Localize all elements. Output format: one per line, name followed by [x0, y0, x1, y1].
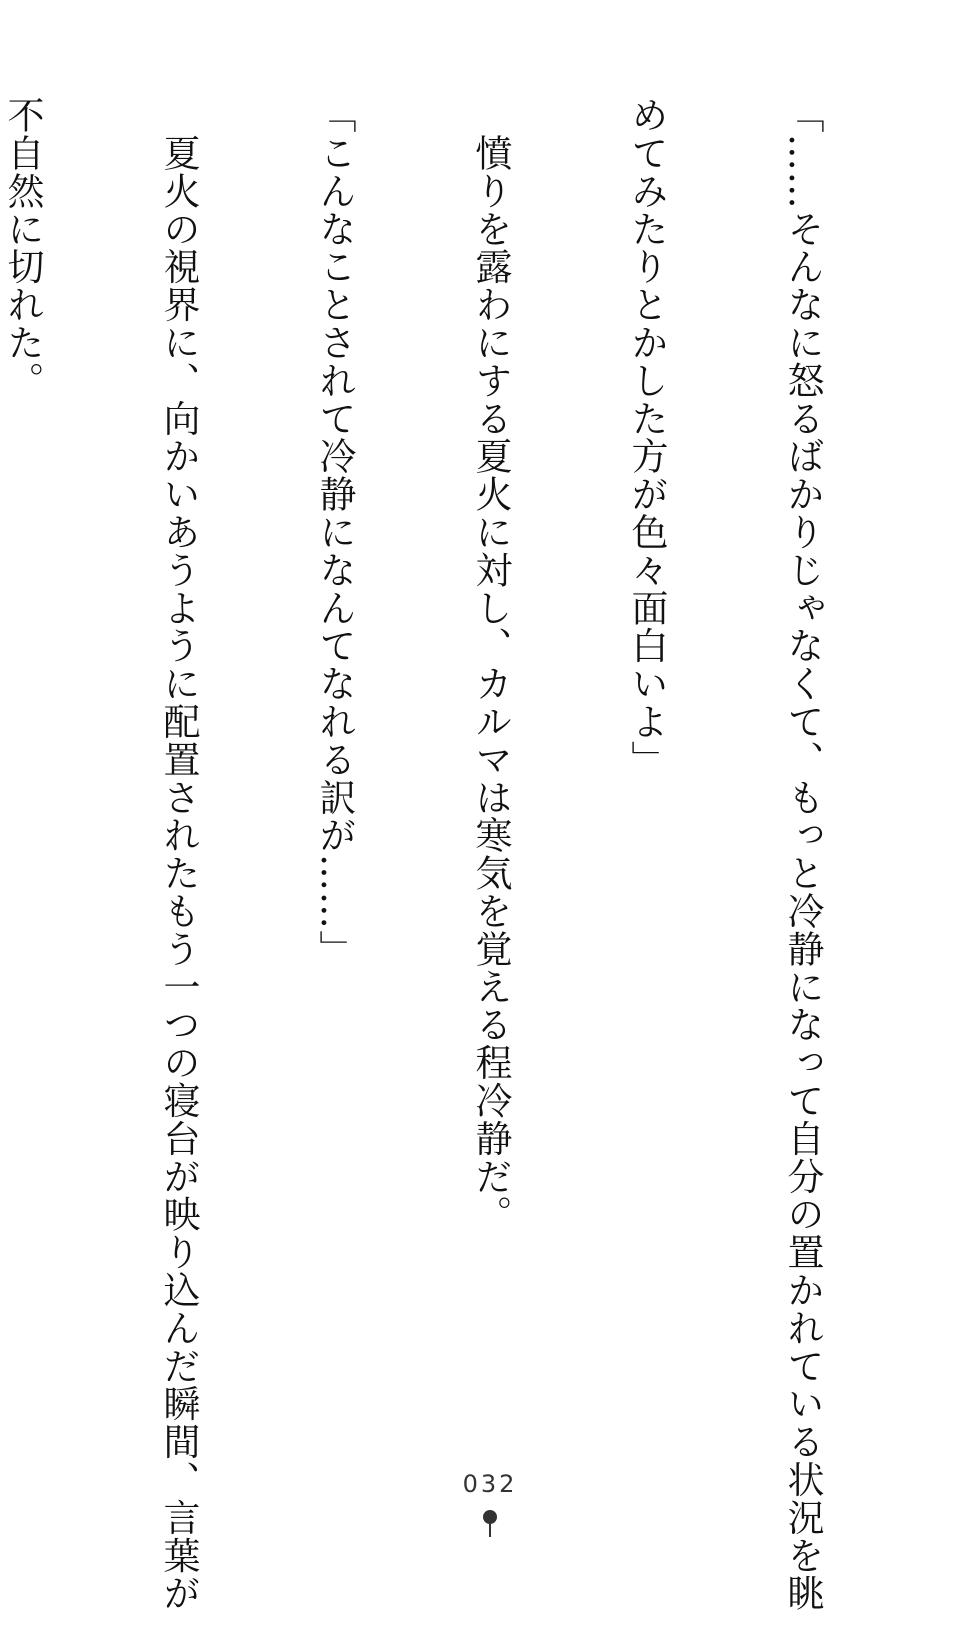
- text-line: 憤りを露わにする夏火に対し、カルマは寒気を覚える程冷静だ。: [469, 96, 512, 1233]
- page-number: 032: [462, 1470, 518, 1498]
- text-line: 夏火の視界に、向かいあうように配置されたもう一つの寝台が映り込んだ瞬間、言葉が: [157, 96, 200, 1612]
- text-line: 「こんなことされて冷静になんてなれる訳が……」: [313, 96, 356, 968]
- text-line: めてみたりとかした方が色々面白いよ」: [625, 96, 668, 779]
- page-marker-stem: [489, 1522, 491, 1537]
- text-line: 「……そんなに怒るばかりじゃなくて、もっと冷静になって自分の置かれている状況を眺: [781, 96, 824, 1612]
- text-line: 不自然に切れた。: [1, 96, 44, 400]
